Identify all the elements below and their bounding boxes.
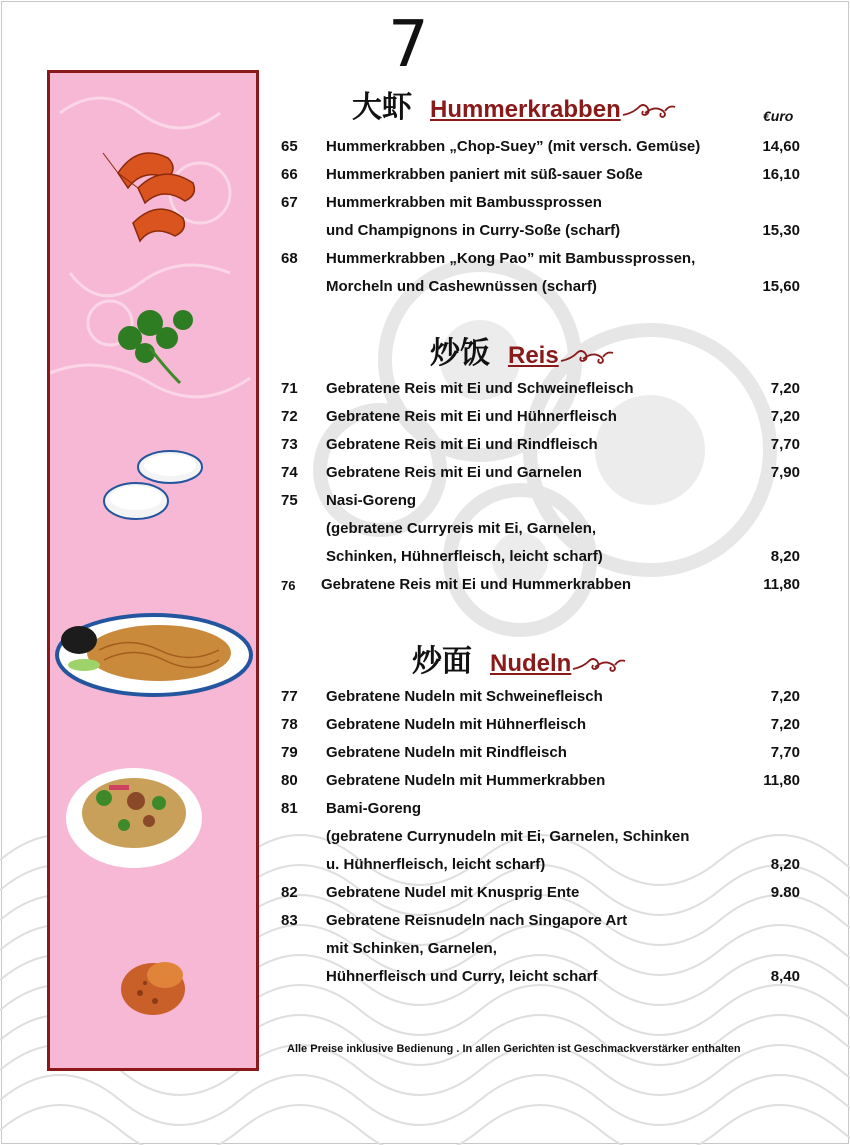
menu-item-continuation <box>0 520 850 540</box>
item-description: Bami-Goreng <box>326 800 422 817</box>
item-price: 7,70 <box>770 436 800 453</box>
menu-item <box>0 464 850 484</box>
item-description: mit Schinken, Garnelen, <box>326 940 497 957</box>
item-price: 8,20 <box>770 856 800 873</box>
item-number: 82 <box>281 884 298 901</box>
item-description: Gebratene Nudeln mit Hühnerfleisch <box>326 716 587 733</box>
item-description: (gebratene Curryreis mit Ei, Garnelen, <box>326 520 597 537</box>
item-number: 78 <box>281 716 298 733</box>
item-number: 68 <box>281 250 298 267</box>
item-number: 81 <box>281 800 298 817</box>
section-heading-noodles <box>412 636 627 680</box>
item-description: Gebratene Reisnudeln nach Singapore Art <box>326 912 628 929</box>
menu-item <box>0 436 850 456</box>
item-price: 9.80 <box>770 884 800 901</box>
section-title-de: Hummerkrabben <box>430 96 621 123</box>
section-title-cn: 炒饭 <box>430 336 490 371</box>
menu-item <box>0 912 850 932</box>
item-number: 71 <box>281 380 298 397</box>
menu-item-continuation <box>0 940 850 960</box>
item-number: 76 <box>281 578 296 593</box>
item-price: 11,80 <box>763 576 800 593</box>
section-heading-rice <box>430 328 615 372</box>
item-description: (gebratene Currynudeln mit Ei, Garnelen, Schinken <box>326 828 690 845</box>
menu-item <box>0 194 850 214</box>
swirl-ornament-icon <box>571 655 627 675</box>
menu-item-continuation <box>0 968 850 988</box>
item-price: 15,60 <box>762 278 800 295</box>
menu-item <box>0 884 850 904</box>
menu-item <box>0 576 850 596</box>
item-description: Hummerkrabben mit Bambussprossen <box>326 194 602 211</box>
menu-item <box>0 166 850 186</box>
section-heading-lobster <box>352 82 677 126</box>
item-price: 7,70 <box>770 744 800 761</box>
swirl-ornament-icon <box>559 347 615 367</box>
parsley-icon <box>105 298 205 388</box>
item-price: 16,10 <box>762 166 800 183</box>
item-description: Gebratene Nudel mit Knusprig Ente <box>326 884 580 901</box>
item-description: Hummerkrabben „Chop-Suey” (mit versch. Gemüse) <box>326 138 701 155</box>
item-description: und Champignons in Curry-Soße (scharf) <box>326 222 621 239</box>
item-price: 8,40 <box>770 968 800 985</box>
item-number: 83 <box>281 912 298 929</box>
item-price: 7,90 <box>770 464 800 481</box>
item-description: Hummerkrabben „Kong Pao” mit Bambussprossen, <box>326 250 696 267</box>
item-description: Gebratene Nudeln mit Rindfleisch <box>326 744 567 761</box>
item-number: 65 <box>281 138 298 155</box>
menu-item <box>0 716 850 736</box>
menu-item <box>0 492 850 512</box>
item-description: Gebratene Reis mit Ei und Schweinefleisch <box>326 380 634 397</box>
menu-item <box>0 380 850 400</box>
item-description: Gebratene Reis mit Ei und Hühnerfleisch <box>326 408 617 425</box>
item-description: Nasi-Goreng <box>326 492 417 509</box>
menu-item <box>0 138 850 158</box>
section-title-de: Nudeln <box>490 650 572 677</box>
item-price: 7,20 <box>770 408 800 425</box>
menu-item <box>0 250 850 270</box>
item-price: 7,20 <box>770 688 800 705</box>
item-number: 67 <box>281 194 298 211</box>
item-description: Gebratene Reis mit Ei und Rindfleisch <box>326 436 598 453</box>
item-number: 74 <box>281 464 298 481</box>
section-title-de: Reis <box>508 342 559 369</box>
item-description: Hühnerfleisch und Curry, leicht scharf <box>326 968 598 985</box>
item-price: 14,60 <box>762 138 800 155</box>
item-number: 73 <box>281 436 298 453</box>
item-number: 80 <box>281 772 298 789</box>
item-price: 11,80 <box>763 772 800 789</box>
item-number: 75 <box>281 492 298 509</box>
item-description: Hummerkrabben paniert mit süß-sauer Soße <box>326 166 643 183</box>
currency-label: €uro <box>763 108 794 124</box>
menu-item <box>0 688 850 708</box>
rice-bowls-icon <box>100 445 210 530</box>
menu-item-continuation <box>0 548 850 568</box>
item-description: Gebratene Reis mit Ei und Garnelen <box>326 464 582 481</box>
footnote: Alle Preise inklusive Bedienung . In allen Gerichten ist Geschmackverstärker enthalten <box>287 1043 741 1055</box>
item-number: 66 <box>281 166 298 183</box>
item-price: 8,20 <box>770 548 800 565</box>
item-number: 79 <box>281 744 298 761</box>
menu-item <box>0 408 850 428</box>
item-price: 15,30 <box>762 222 800 239</box>
menu-item-continuation <box>0 278 850 298</box>
item-description: u. Hühnerfleisch, leicht scharf) <box>326 856 546 873</box>
item-price: 7,20 <box>770 716 800 733</box>
section-title-cn: 炒面 <box>412 644 472 679</box>
item-number: 77 <box>281 688 298 705</box>
item-price: 7,20 <box>770 380 800 397</box>
item-description: Schinken, Hühnerfleisch, leicht scharf) <box>326 548 603 565</box>
fried-cake-icon <box>115 953 195 1023</box>
menu-item-continuation <box>0 222 850 242</box>
menu-item <box>0 772 850 792</box>
menu-item-continuation <box>0 856 850 876</box>
item-description: Morcheln und Cashewnüssen (scharf) <box>326 278 597 295</box>
section-title-cn: 大虾 <box>352 90 412 125</box>
swirl-ornament-icon <box>621 101 677 121</box>
item-description: Gebratene Nudeln mit Hummerkrabben <box>326 772 606 789</box>
item-description: Gebratene Reis mit Ei und Hummerkrabben <box>321 576 632 593</box>
item-description: Gebratene Nudeln mit Schweinefleisch <box>326 688 603 705</box>
menu-item-continuation <box>0 828 850 848</box>
page-number: 7 <box>388 8 429 82</box>
menu-item <box>0 744 850 764</box>
item-number: 72 <box>281 408 298 425</box>
menu-item <box>0 800 850 820</box>
